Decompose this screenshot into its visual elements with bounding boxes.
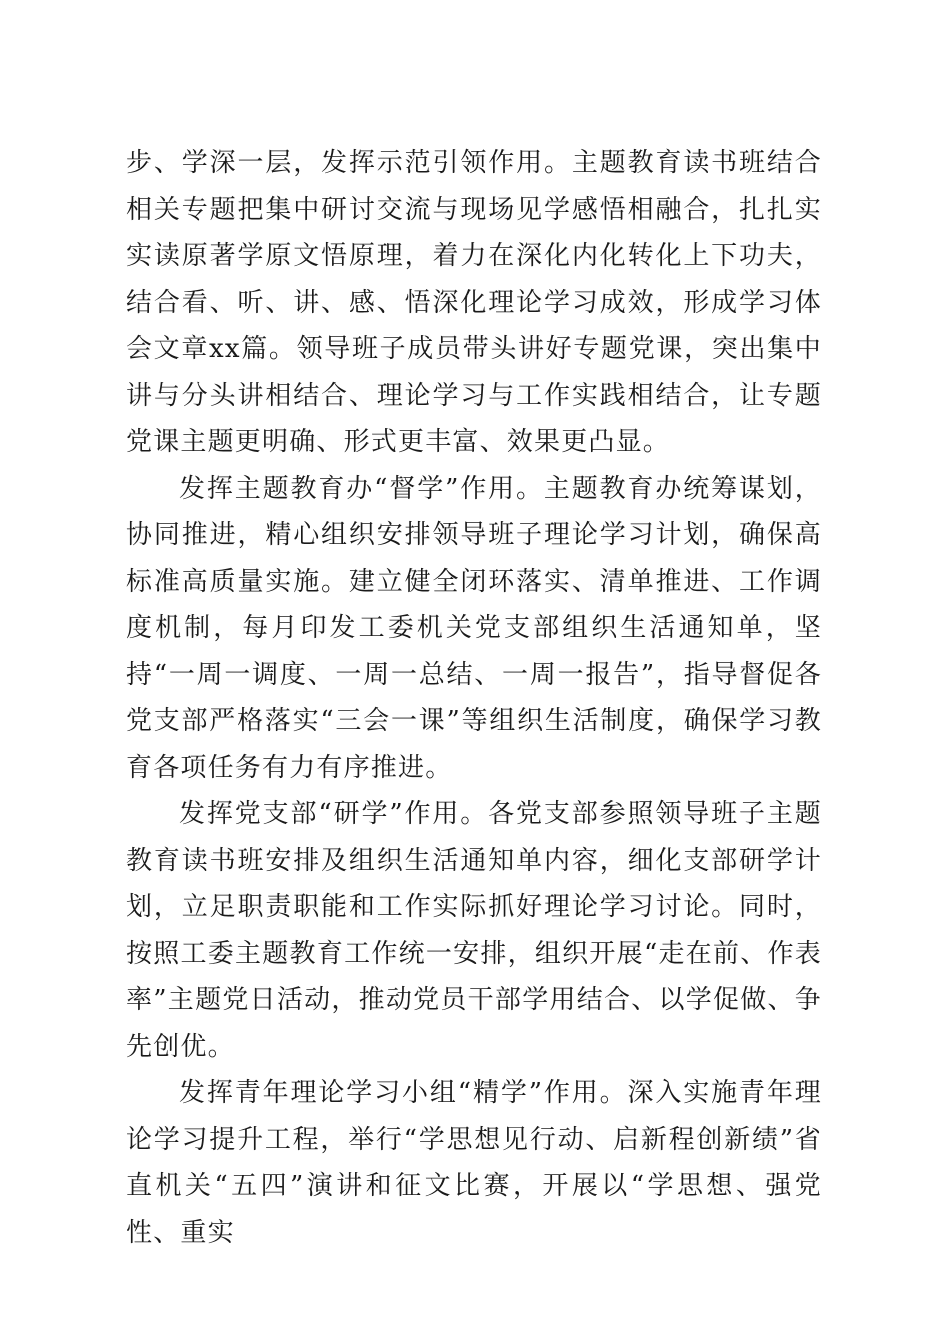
paragraph-branch-study: 发挥党支部“研学”作用。各党支部参照领导班子主题教育读书班安排及组织生活通知单内容，细化支部研学计划，立足职责职能和工作实际抓好理论学习讨论。同时，按照工委主题教育工作统一安排，组织开展“走在前、作表率”主题党日活动，推动党员干部学用结合、以学促做、争先创优。 (126, 799, 822, 1062)
paragraph-youth-study: 发挥青年理论学习小组“精学”作用。深入实施青年理论学习提升工程，举行“学思想见行动、启新程创新绩”省直机关“五四”演讲和征文比赛，开展以“学思想、强党性、重实 (126, 1078, 822, 1248)
paragraph-supervision: 发挥主题教育办“督学”作用。主题教育办统筹谋划，协同推进，精心组织安排领导班子理论学习计划，确保高标准高质量实施。建立健全闭环落实、清单推进、工作调度机制，每月印发工委机关党支部组织生活通知单，坚持“一周一调度、一周一总结、一周一报告”，指导督促各党支部严格落实“三会一课”等组织生活制度，确保学习教育各项任务有力有序推进。 (126, 473, 822, 783)
paragraph-continued: 步、学深一层，发挥示范引领作用。主题教育读书班结合相关专题把集中研讨交流与现场见学感悟相融合，扎扎实实读原著学原文悟原理，着力在深化内化转化上下功夫，结合看、听、讲、感、悟深化理论学习成效，形成学习体会文章xx篇。领导班子成员带头讲好专题党课，突出集中讲与分头讲相结合、理论学习与工作实践相结合，让专题党课主题更明确、形式更丰富、效果更凸显。 (126, 148, 822, 457)
document-body (126, 140, 822, 1256)
